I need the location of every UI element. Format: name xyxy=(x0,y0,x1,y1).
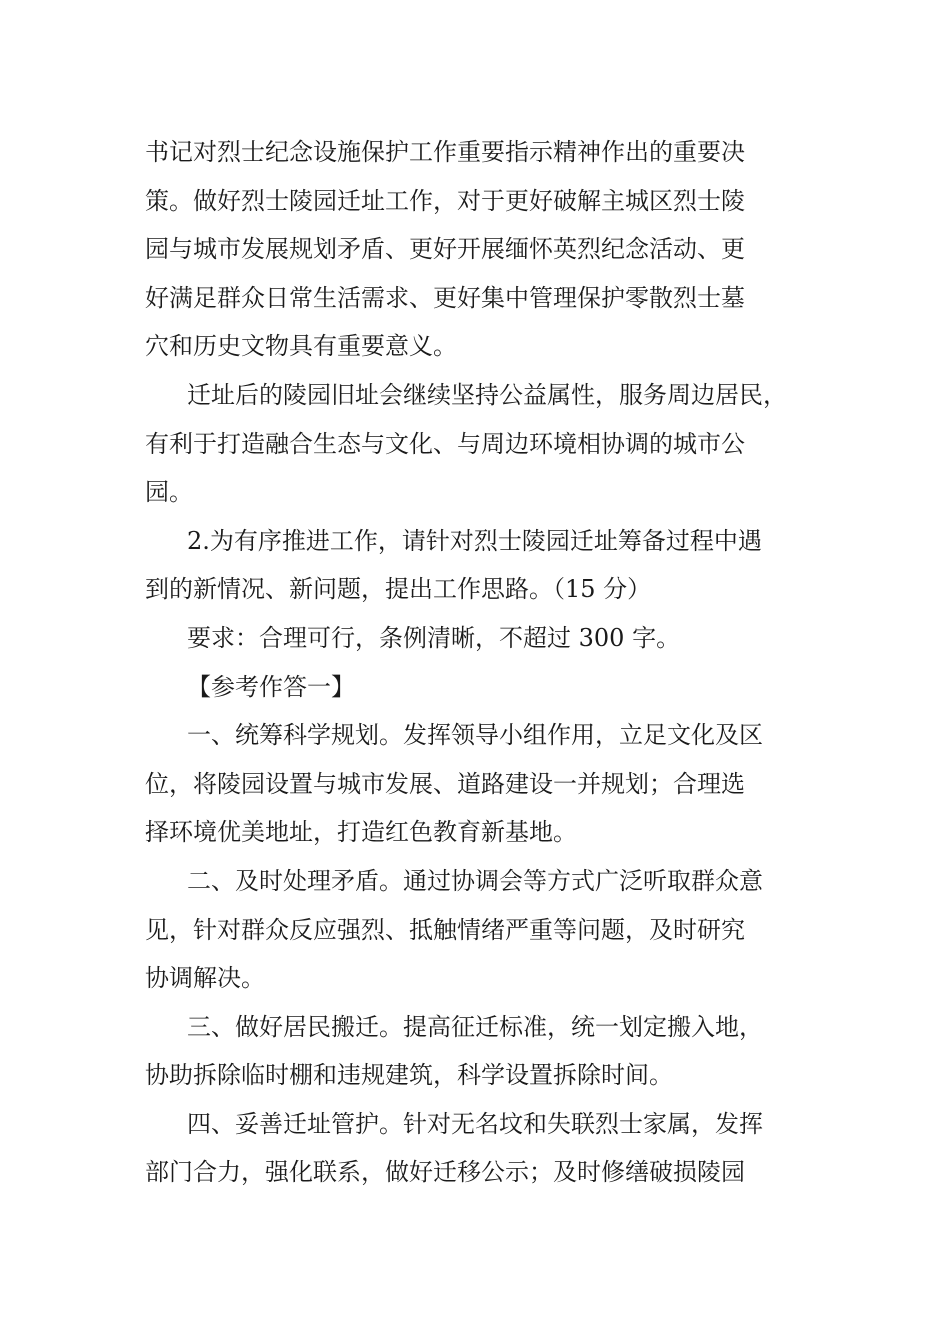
text-line: 好满足群众日常生活需求、更好集中管理保护零散烈士墓 xyxy=(145,283,745,312)
text-line: 四、妥善迁址管护。针对无名坟和失联烈士家属，发挥 xyxy=(187,1109,763,1138)
text-line: 书记对烈士纪念设施保护工作重要指示精神作出的重要决 xyxy=(145,138,745,166)
text-line: 见，针对群众反应强烈、抵触情绪严重等问题，及时研究 xyxy=(145,915,745,944)
text-line: 位，将陵园设置与城市发展、道路建设一并规划；合理选 xyxy=(145,769,745,798)
text-line: 三、做好居民搬迁。提高征迁标准，统一划定搬入地， xyxy=(187,1012,763,1041)
text-line: 一、统筹科学规划。发挥领导小组作用，立足文化及区 xyxy=(187,721,763,750)
text-line: 有利于打造融合生态与文化、与周边环境相协调的城市公 xyxy=(145,429,745,458)
text-line: 穴和历史文物具有重要意义。 xyxy=(145,332,457,361)
text-line: 部门合力，强化联系，做好迁移公示；及时修缮破损陵园 xyxy=(145,1158,745,1187)
text-line: 迁址后的陵园旧址会继续坚持公益属性，服务周边居民， xyxy=(187,380,787,409)
text-line: 【参考作答一】 xyxy=(187,672,355,701)
text-line: 2.为有序推进工作，请针对烈士陵园迁址筹备过程中遇 xyxy=(187,526,762,555)
text-line: 园。 xyxy=(145,478,193,507)
text-line: 协调解决。 xyxy=(145,964,265,993)
text-line: 择环境优美地址，打造红色教育新基地。 xyxy=(145,818,577,847)
text-line: 二、及时处理矛盾。通过协调会等方式广泛听取群众意 xyxy=(187,866,763,895)
text-line: 要求：合理可行，条例清晰，不超过 300 字。 xyxy=(187,623,681,652)
text-line: 协助拆除临时棚和违规建筑，科学设置拆除时间。 xyxy=(145,1061,673,1090)
text-line: 园与城市发展规划矛盾、更好开展缅怀英烈纪念活动、更 xyxy=(145,235,745,264)
text-line: 到的新情况、新问题，提出工作思路。（15 分） xyxy=(145,575,652,604)
body-text xyxy=(145,128,810,1197)
text-line: 策。做好烈士陵园迁址工作，对于更好破解主城区烈士陵 xyxy=(145,186,745,215)
